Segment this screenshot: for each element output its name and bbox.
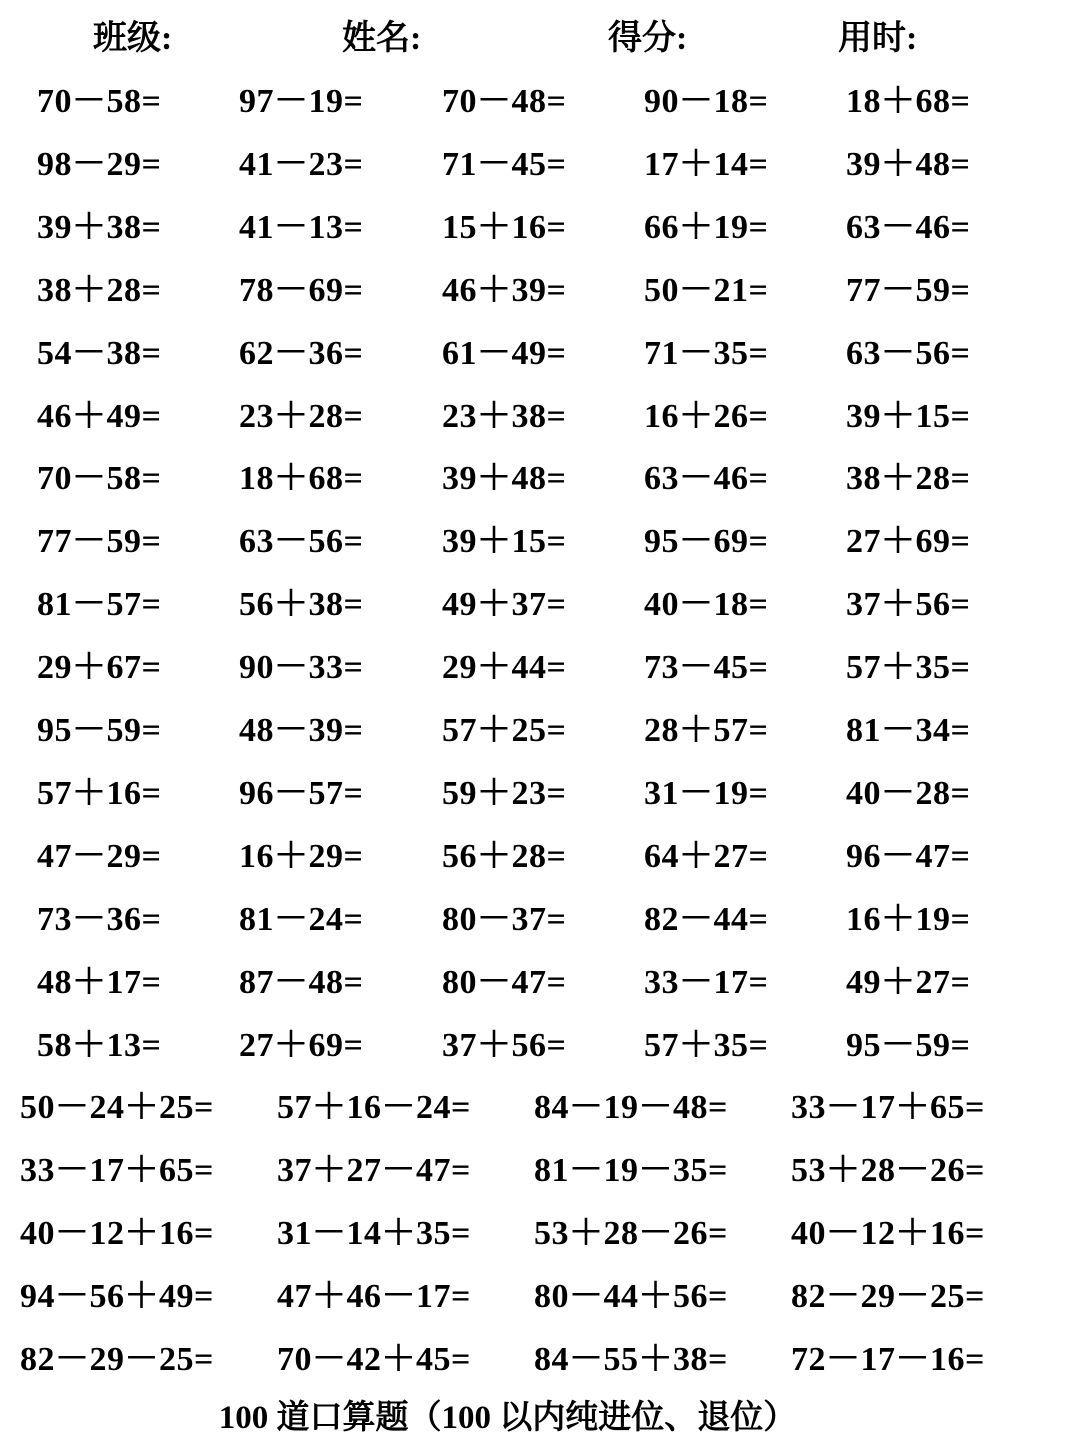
math-problem: 58＋13= (37, 1026, 162, 1064)
math-problem: 70－48= (442, 83, 567, 120)
math-problem: 40－12＋16= (791, 1214, 985, 1252)
math-problem: 82－29－25= (20, 1340, 214, 1378)
math-problem: 70－58= (37, 460, 162, 498)
math-problem: 98－29= (37, 145, 162, 183)
math-problem: 57＋16= (37, 774, 162, 812)
problem-row (0, 510, 1075, 573)
math-problem: 64＋27= (644, 837, 769, 875)
problem-row (0, 1328, 1075, 1391)
math-problem: 39＋15= (442, 523, 567, 561)
math-problem: 39＋15= (846, 397, 971, 435)
math-problem: 81－19－35= (534, 1151, 728, 1189)
math-problem: 80－47= (442, 963, 567, 1001)
math-problem: 23＋28= (239, 397, 364, 435)
math-problem: 50－24＋25= (20, 1089, 214, 1126)
math-problem: 57＋35= (846, 649, 971, 687)
math-problem: 48－39= (239, 712, 364, 749)
math-problem: 50－21= (644, 271, 769, 309)
math-problem: 62－36= (239, 334, 364, 372)
math-problem: 53＋28－26= (534, 1214, 728, 1252)
math-problem: 73－36= (37, 900, 162, 938)
math-problem: 80－37= (442, 900, 567, 938)
problem-row (0, 447, 1075, 510)
math-problem: 71－45= (442, 145, 567, 183)
math-problem: 31－14＋35= (277, 1214, 471, 1252)
math-problem: 46＋49= (37, 397, 162, 435)
math-problem: 82－44= (644, 900, 769, 938)
name-label: 姓名: (342, 20, 422, 57)
problem-row (0, 385, 1075, 448)
math-problem: 63－46= (644, 460, 769, 498)
math-problem: 29＋67= (37, 649, 162, 687)
math-problem: 57＋16－24= (277, 1089, 471, 1126)
math-problem: 81－24= (239, 900, 364, 938)
math-problem: 28＋57= (644, 712, 769, 749)
math-problem: 33－17＋65= (20, 1151, 214, 1189)
math-problem: 73－45= (644, 649, 769, 687)
problem-row (0, 762, 1075, 825)
math-problem: 38＋28= (37, 271, 162, 309)
problem-row (0, 1265, 1075, 1328)
problem-row (0, 133, 1075, 196)
math-problem: 41－23= (239, 145, 364, 183)
problem-row (0, 70, 1075, 133)
math-problem: 63－46= (846, 208, 971, 246)
math-problem: 84－19－48= (534, 1089, 728, 1126)
time-label: 用时: (838, 20, 918, 57)
math-problem: 57＋35= (644, 1026, 769, 1064)
math-problem: 49＋37= (442, 586, 567, 624)
problem-row (0, 1014, 1075, 1077)
math-problem: 29＋44= (442, 649, 567, 687)
math-problem: 18＋68= (239, 460, 364, 498)
math-problem: 96－47= (846, 837, 971, 875)
math-problem: 87－48= (239, 963, 364, 1001)
math-problem: 53＋28－26= (791, 1151, 985, 1189)
problem-row (0, 825, 1075, 888)
math-problem: 81－34= (846, 712, 971, 749)
problem-row (0, 636, 1075, 699)
math-problem: 16＋29= (239, 837, 364, 875)
problem-row (0, 699, 1075, 762)
math-problem: 63－56= (239, 523, 364, 561)
math-problem: 95－59= (37, 712, 162, 749)
math-problem: 48＋17= (37, 963, 162, 1001)
math-problem: 17＋14= (644, 145, 769, 183)
math-problem: 96－57= (239, 774, 364, 812)
math-problem: 40－18= (644, 586, 769, 624)
math-problem: 80－44＋56= (534, 1277, 728, 1315)
math-problem: 77－59= (846, 271, 971, 309)
math-problem: 95－59= (846, 1026, 971, 1064)
worksheet-title: 100 道口算题（100 以内纯进位、退位） (218, 1400, 797, 1436)
math-problem: 56＋28= (442, 837, 567, 875)
math-problem: 84－55＋38= (534, 1340, 728, 1378)
math-problem: 16＋19= (846, 900, 971, 938)
math-problem: 95－69= (644, 523, 769, 561)
math-problem: 47＋46－17= (277, 1277, 471, 1315)
math-problem: 61－49= (442, 334, 567, 372)
math-problem: 38＋28= (846, 460, 971, 498)
math-problem: 40－28= (846, 774, 971, 812)
math-problem: 57＋25= (442, 712, 567, 749)
problem-row (0, 196, 1075, 259)
math-problem: 63－56= (846, 334, 971, 372)
math-problem: 15＋16= (442, 208, 567, 246)
problem-row (0, 259, 1075, 322)
math-problem: 90－33= (239, 649, 364, 687)
math-problem: 97－19= (239, 83, 364, 120)
math-problem: 72－17－16= (791, 1340, 985, 1378)
problem-row (0, 322, 1075, 385)
math-problem: 41－13= (239, 208, 364, 246)
math-problem: 66＋19= (644, 208, 769, 246)
math-problem: 94－56＋49= (20, 1277, 214, 1315)
math-problem: 27＋69= (846, 523, 971, 561)
math-problem: 39＋48= (442, 460, 567, 498)
math-problem: 27＋69= (239, 1026, 364, 1064)
class-label: 班级: (93, 20, 173, 57)
math-problem: 31－19= (644, 774, 769, 812)
problem-row (0, 573, 1075, 636)
problem-row (0, 1076, 1075, 1139)
math-problem: 71－35= (644, 334, 769, 372)
math-problem: 54－38= (37, 334, 162, 372)
math-problem: 56＋38= (239, 586, 364, 624)
math-problem: 33－17＋65= (791, 1089, 985, 1126)
problem-row (0, 951, 1075, 1014)
problem-row (0, 888, 1075, 951)
math-problem: 59＋23= (442, 774, 567, 812)
math-problem: 23＋38= (442, 397, 567, 435)
problem-row (0, 1139, 1075, 1202)
math-problem: 18＋68= (846, 83, 971, 120)
math-problem: 40－12＋16= (20, 1214, 214, 1252)
math-problem: 49＋27= (846, 963, 971, 1001)
math-problem: 46＋39= (442, 271, 567, 309)
math-problem: 90－18= (644, 83, 769, 120)
math-problem: 39＋48= (846, 145, 971, 183)
math-problem: 81－57= (37, 586, 162, 624)
math-problem: 33－17= (644, 963, 769, 1001)
math-problem: 16＋26= (644, 397, 769, 435)
score-label: 得分: (608, 20, 688, 57)
math-problem: 77－59= (37, 523, 162, 561)
problem-row (0, 1202, 1075, 1265)
math-problem: 39＋38= (37, 208, 162, 246)
math-problem: 70－58= (37, 83, 162, 120)
math-problem: 37＋56= (442, 1026, 567, 1064)
math-problem: 70－42＋45= (277, 1340, 471, 1378)
math-problem: 47－29= (37, 837, 162, 875)
math-problem: 37＋56= (846, 586, 971, 624)
math-problem: 82－29－25= (791, 1277, 985, 1315)
math-problem: 78－69= (239, 271, 364, 309)
math-problem: 37＋27－47= (277, 1151, 471, 1189)
